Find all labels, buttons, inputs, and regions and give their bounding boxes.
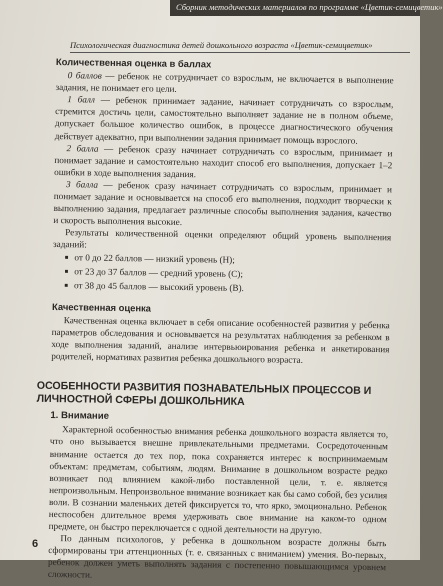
- score-text: — ребенок сразу начинает сотрудничать со взрослым, принимает и понимает задание и самостоятельно находит способ его выполнения, допускает 1–2 ошибки в ходе выполнения задания.: [54, 143, 393, 180]
- score-label: 2 балла: [66, 142, 99, 154]
- score-2-paragraph: [54, 142, 393, 184]
- levels-list: [52, 250, 391, 298]
- page-content: [36, 56, 394, 586]
- attention-paragraph-2: По данным психологов, у ребенка в дошкольном возрасте должны быть сформированы три аттенционных (т. е. связанных с вниманием) умения. Во-первых, ребенок должен уметь выполнять задания с постепенно повышающимся уровнем сложности.: [47, 533, 387, 581]
- level-item: ■ от 0 до 22 баллов — низкий уровень (Н);: [65, 251, 391, 270]
- score-3-paragraph: [53, 178, 392, 232]
- running-head: Психологическая диагностика детей дошкольного возраста «Цветик-семицветик»: [70, 40, 410, 53]
- score-label: 1 балл: [67, 94, 96, 105]
- level-item: ■ от 38 до 45 баллов — высокий уровень (В).: [64, 279, 390, 298]
- score-text: — ребенок не сотрудничает со взрослым, не включается в выполнение задания, не понимает его цели.: [55, 70, 394, 95]
- quant-heading: Количественная оценка в баллах: [55, 56, 212, 70]
- level-item: ■ от 23 до 37 баллов — средний уровень (С);: [65, 265, 391, 284]
- page-number: 6: [32, 538, 39, 550]
- section-title: ОСОБЕННОСТИ РАЗВИТИЯ ПОЗНАВАТЕЛЬНЫХ ПРОЦЕССОВ И ЛИЧНОСТНОЙ СФЕРЫ ДОШКОЛЬНИКА: [36, 379, 372, 409]
- top-header-text: Сборник методических материалов по программе «Цветик-семицветик»: [176, 2, 443, 12]
- score-text: — ребенок принимает задание, начинает сотрудничать со взрослым, стремится достичь цели, самостоятельно выполняет задание не в полном объеме, допускает большое количество ошибок, в процессе диагностического обучения действует адекватно, при выполнении задания принимает помощь взрослого.: [54, 94, 394, 146]
- levels-intro: Результаты количественной оценки определяют общий уровень выполнения заданий:: [52, 227, 392, 250]
- score-label: 0 баллов: [67, 70, 102, 81]
- attention-paragraph-1: Характерной особенностью внимания ребенка дошкольного возраста является то, что оно вызывается внешне привлекательными предметами. Сосредоточенным внимание остается до тех пор, пока сохраняется интерес к воспринимаемым объектам: предметам, событиям, людям. Внимание в дошкольном возрасте редко возникает под влиянием какой-либо поставленной цели, т. е. является непроизвольным. Непроизвольное внимание возникает как бы само собой, без усилия воли. В сознании маленьких детей фиксируется то, что ярко, эмоционально. Ребенок неспособен длительное время удерживать свое внимание на каком-то одном предмете, он быстро переключается с одной деятельности на другую.: [48, 424, 389, 536]
- score-1-paragraph: [55, 93, 394, 147]
- qual-heading: Качественная оценка: [51, 300, 152, 314]
- score-text: — ребенок сразу начинает сотрудничать со взрослым, принимает и понимает задание и основывается на способ его выполнения, подходит творчески к выполнению задания, предлагает различные способы выполнения задания, качество и скорость выполнения высокие.: [53, 179, 393, 228]
- section-subtitle: 1. Внимание: [50, 410, 110, 423]
- qual-paragraph: Качественная оценка включает в себя описание особенностей развития у ребенка параметров обследования и основывается на результатах наблюдения за ребенком в ходе выполнения заданий, анализе интервьюирования ребенка и анкетирования родителей, нормативах развития ребенка дошкольного возраста.: [51, 315, 390, 366]
- score-label: 3 балла: [65, 179, 99, 190]
